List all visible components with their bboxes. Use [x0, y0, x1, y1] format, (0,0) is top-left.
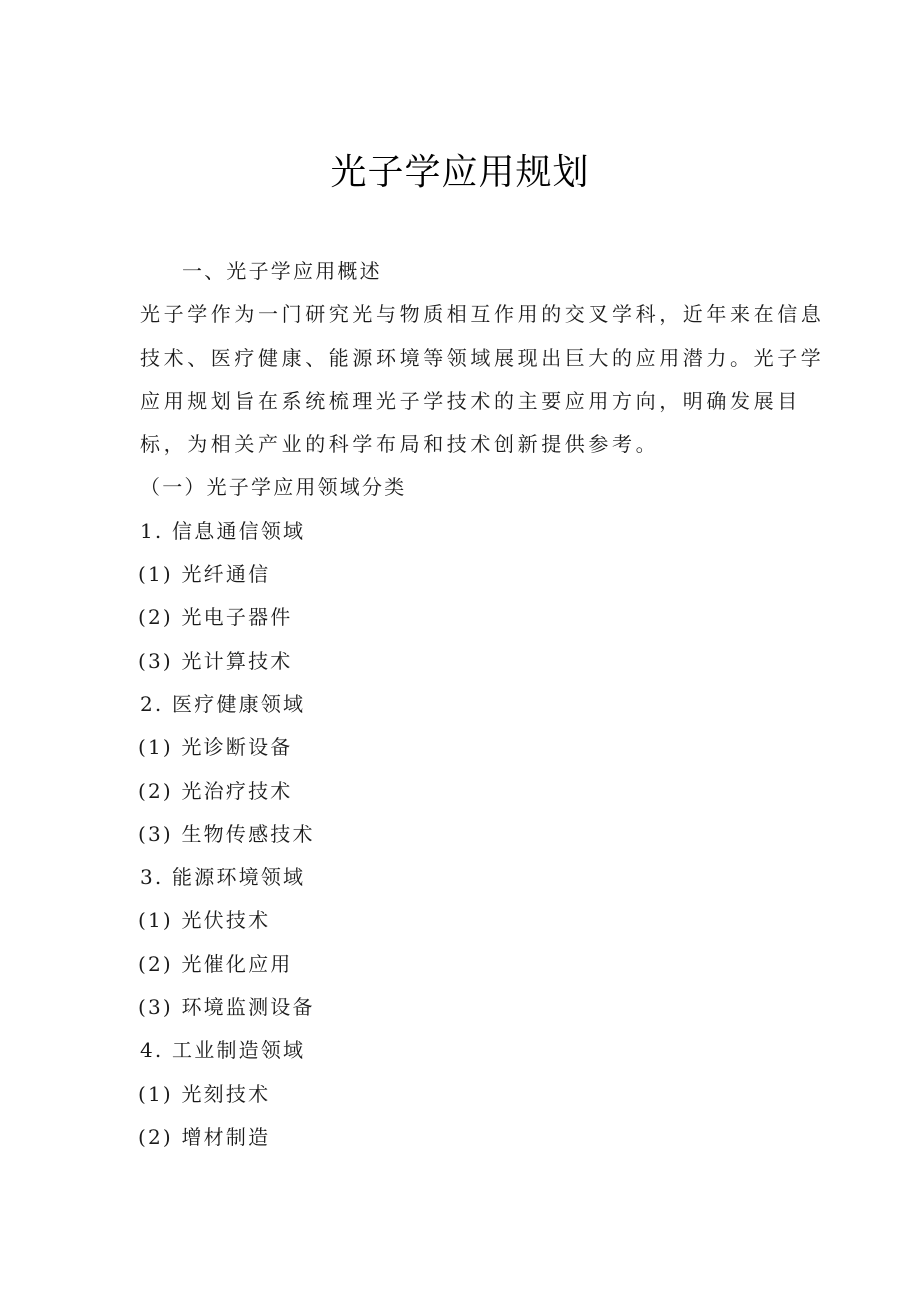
paragraph-line: 光子学作为一门研究光与物质相互作用的交叉学科，近年来在信息 — [140, 302, 825, 327]
list-item: (3) 光计算技术 — [138, 648, 293, 673]
section-heading: 一、光子学应用概述 — [182, 259, 382, 283]
intro-paragraph — [140, 293, 825, 466]
category-heading: 2. 医疗健康领域 — [140, 691, 306, 716]
category-heading: 3. 能源环境领域 — [140, 865, 306, 890]
list-item: (1) 光纤通信 — [138, 562, 271, 587]
list-item: (3) 生物传感技术 — [138, 821, 315, 846]
list-item: (2) 光催化应用 — [138, 951, 293, 976]
category-energy-environment — [140, 856, 780, 1029]
category-heading: 1. 信息通信领域 — [140, 518, 306, 543]
category-medical-health — [140, 683, 780, 856]
list-item: (1) 光诊断设备 — [138, 735, 293, 760]
list-item: (1) 光刻技术 — [138, 1081, 271, 1106]
paragraph-line: 技术、医疗健康、能源环境等领域展现出巨大的应用潜力。光子学 — [140, 345, 825, 370]
paragraph-line: 应用规划旨在系统梳理光子学技术的主要应用方向，明确发展目 — [140, 388, 801, 413]
paragraph-line: 标，为相关产业的科学布局和技术创新提供参考。 — [140, 432, 660, 457]
list-item: (1) 光伏技术 — [138, 908, 271, 933]
subsection-heading: （一）光子学应用领域分类 — [140, 475, 407, 500]
document-title: 光子学应用规划 — [330, 152, 590, 193]
list-item: (3) 环境监测设备 — [138, 995, 315, 1020]
category-information-communication — [140, 510, 780, 683]
document-body — [138, 250, 825, 1159]
category-heading: 4. 工业制造领域 — [140, 1038, 306, 1063]
list-item: (2) 增材制造 — [138, 1124, 271, 1149]
category-industrial-manufacturing — [140, 1029, 780, 1159]
list-item: (2) 光电子器件 — [138, 605, 293, 630]
list-item: (2) 光治疗技术 — [138, 778, 293, 803]
